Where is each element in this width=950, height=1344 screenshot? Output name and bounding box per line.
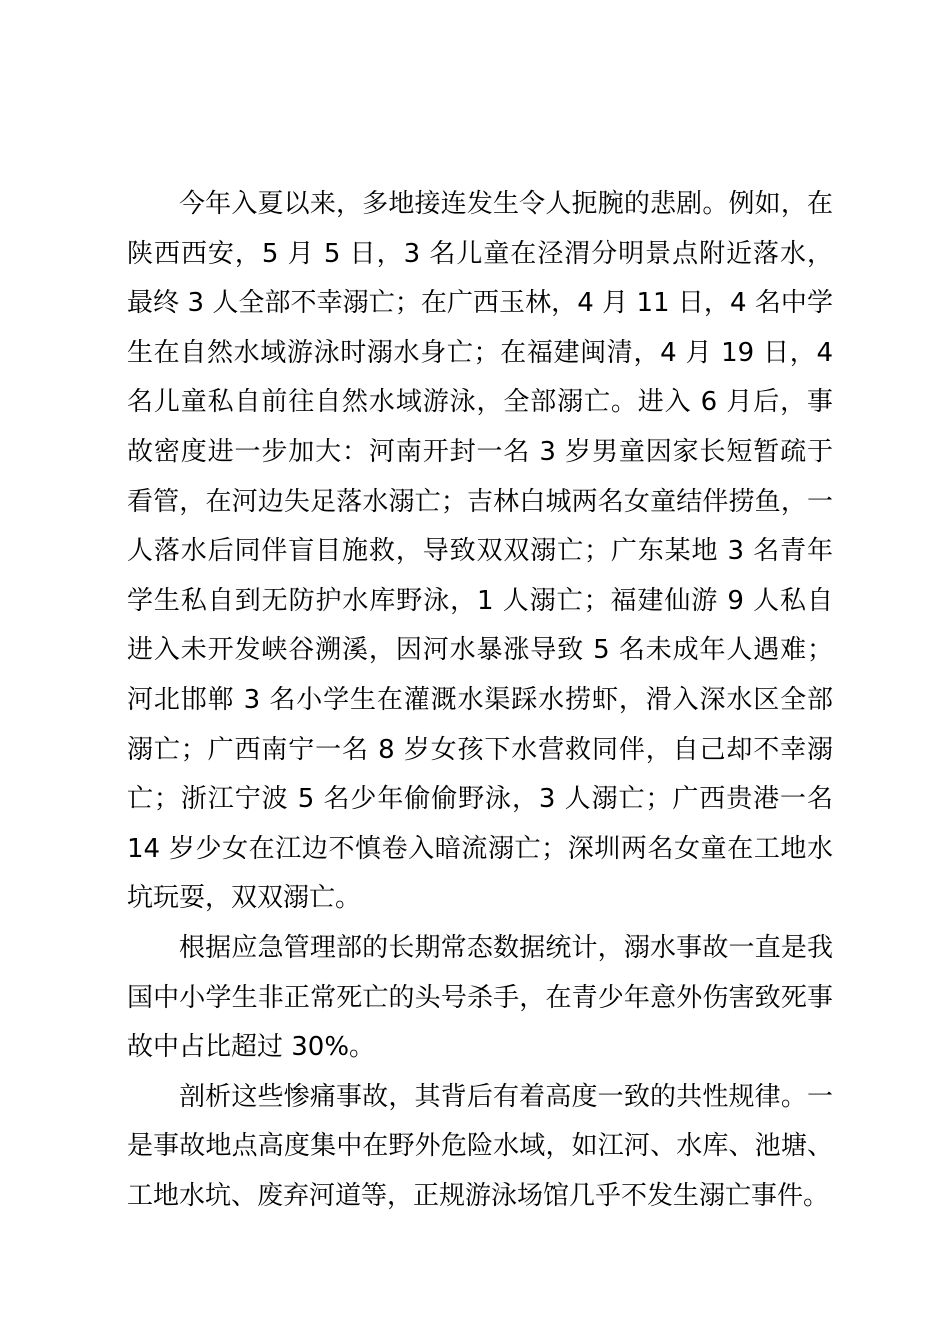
paragraph-3: 剖析这些惨痛事故，其背后有着高度一致的共性规律。一是事故地点高度集中在野外危险水域，如江河、水库、池塘、工地水坑、废弃河道等，正规游泳场馆几乎不发生溺亡事件。: [127, 1081, 833, 1211]
paragraph-2: 根据应急管理部的长期常态数据统计，溺水事故一直是我国中小学生非正常死亡的头号杀手，在青少年意外伤害致死事故中占比超过 30%。: [127, 932, 833, 1063]
paragraph-1: 今年入夏以来，多地接连发生令人扼腕的悲剧。例如，在陕西西安，5 月 5 日，3 名儿童在泾渭分明景点附近落水，最终 3 人全部不幸溺亡；在广西玉林，4 月 11 日，4 名中学生在自然水域游泳时溺水身亡；在福建闽清，4 月 19 日，4 名儿童私自前往自然水域游泳，全部溺亡。进入 6 月后，事故密度进一步加大：河南开封一名 3 岁男童因家长短暂疏于看管，在河边失足落水溺亡；吉林白城两名女童结伴捞鱼，一人落水后同伴盲目施救，导致双双溺亡；广东某地 3 名青年学生私自到无防护水库野泳，1 人溺亡；福建仙游 9 人私自进入未开发峡谷溯溪，因河水暴涨导致 5 名未成年人遇难；河北邯郸 3 名小学生在灌溉水渠踩水捞虾，滑入深水区全部溺亡；广西南宁一名 8 岁女孩下水营救同伴，自己却不幸溺亡；浙江宁波 5 名少年偷偷野泳，3 人溺亡；广西贵港一名 14 岁少女在江边不慎卷入暗流溺亡；深圳两名女童在工地水坑玩耍，双双溺亡。: [127, 189, 833, 914]
document-page: [127, 180, 833, 1221]
